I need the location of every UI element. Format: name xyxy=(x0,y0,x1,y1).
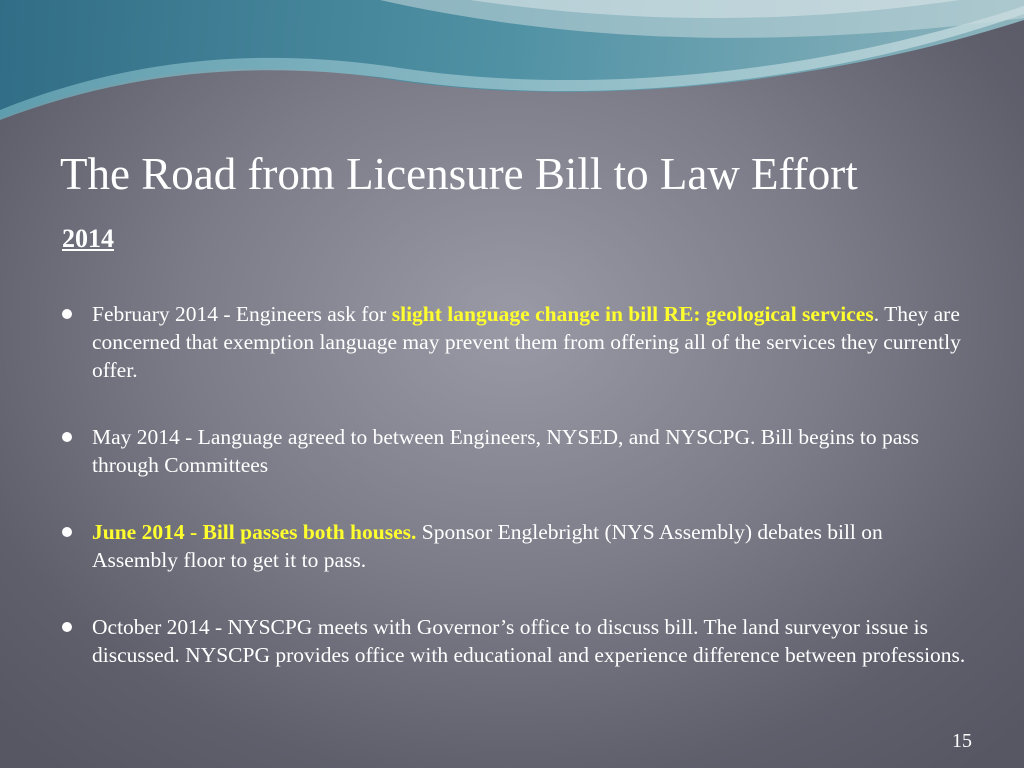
bullet-dot-icon xyxy=(62,309,72,319)
bullet-dot-icon xyxy=(62,622,72,632)
bullet-highlight: slight language change in bill RE: geological services xyxy=(391,302,874,326)
bullet-text: May 2014 - Language agreed to between Engineers, NYSED, and NYSCPG. Bill begins to pass through Committees xyxy=(92,425,920,477)
bullet-dot-icon xyxy=(62,527,72,537)
bullet-highlight: June 2014 - Bill passes both houses. xyxy=(92,520,417,544)
bullet-item xyxy=(58,518,968,574)
slide-subtitle-year: 2014 xyxy=(62,224,114,253)
bullet-list xyxy=(58,300,968,708)
bullet-item xyxy=(58,613,968,669)
bullet-dot-icon xyxy=(62,432,72,442)
bullet-text-rest: . They are concerned that exemption language may prevent them from offering all of the services they currently offer. xyxy=(92,302,961,382)
bullet-text: February 2014 - Engineers ask for xyxy=(92,302,392,326)
bullet-text-rest: Sponsor Englebright (NYS Assembly) debates bill on Assembly floor to get it to pass. xyxy=(92,520,883,572)
page-number: 15 xyxy=(952,730,972,752)
bullet-item xyxy=(58,300,968,384)
decorative-wave-banner xyxy=(0,0,1024,130)
slide-title: The Road from Licensure Bill to Law Effort xyxy=(60,149,858,199)
bullet-item xyxy=(58,423,968,479)
bullet-text: October 2014 - NYSCPG meets with Governor’s office to discuss bill. The land surveyor issue is discussed. NYSCPG provides office with educational and experience difference between professions. xyxy=(92,615,966,667)
